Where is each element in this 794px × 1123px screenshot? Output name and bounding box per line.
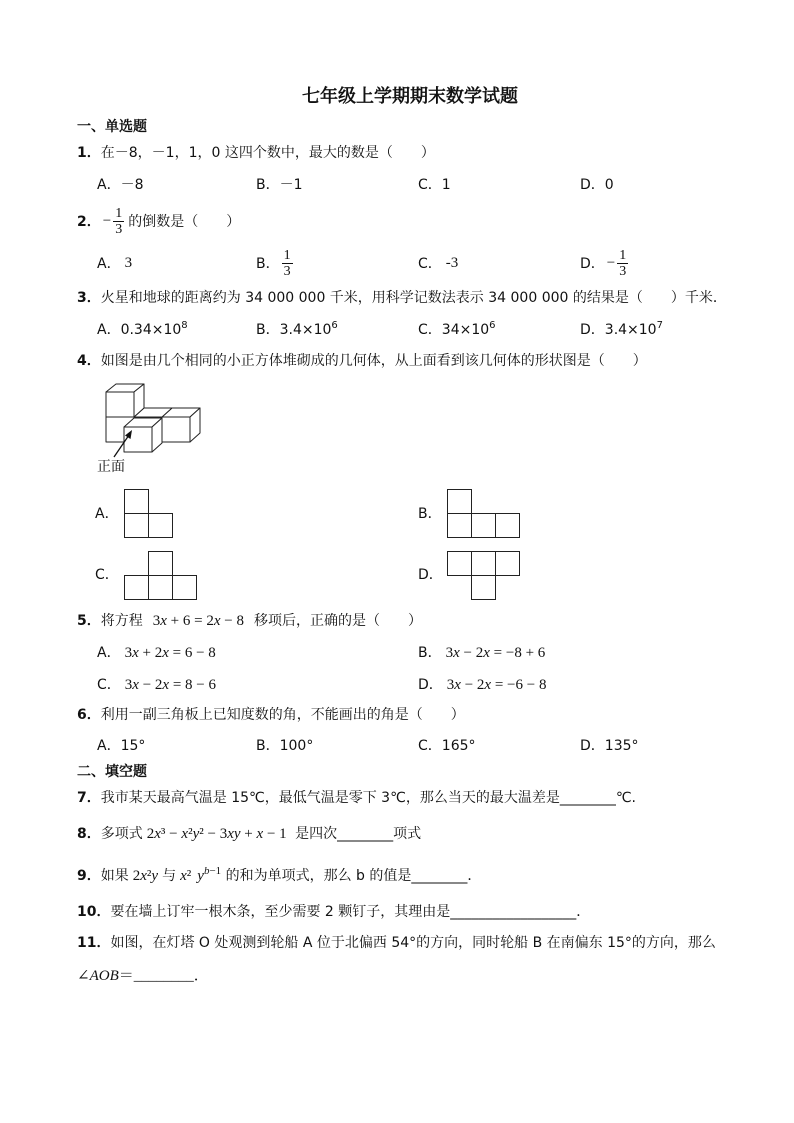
question-text: 要在墙上订牢一根木条，至少需要 2 颗钉子，其理由是__________________． bbox=[110, 904, 591, 920]
option-b-label: B． bbox=[418, 506, 442, 522]
question-10 bbox=[77, 902, 590, 922]
question-9: 9．如果 2x²y 与 x² $y^{b-1}$ 的和为单项式，那么 b 的值是________． bbox=[77, 865, 482, 884]
option-a: A．－8 bbox=[97, 177, 144, 193]
question-number: 10． bbox=[77, 904, 111, 920]
option-a: A． 3 bbox=[97, 254, 133, 272]
question-5-options-row-2 bbox=[0, 675, 794, 695]
top-view-square bbox=[148, 575, 173, 600]
section-heading-fill: 二、填空题 bbox=[77, 764, 147, 780]
front-view-label: 正面 bbox=[97, 459, 125, 475]
option-d: D． − $\frac{1}{3}$ bbox=[580, 247, 627, 279]
question-number: 6． bbox=[77, 707, 101, 723]
cube-stack-figure bbox=[95, 378, 210, 463]
top-view-square bbox=[124, 513, 149, 538]
question-number: 2． bbox=[77, 214, 101, 230]
top-view-square bbox=[495, 551, 520, 576]
page-title: 七年级上学期期末数学试题 bbox=[302, 86, 518, 107]
question-text: 的倒数是（ ） bbox=[128, 214, 241, 230]
question-text: 我市某天最高气温是 15℃，最低气温是零下 3℃，那么当天的最大温差是________℃. bbox=[100, 790, 636, 806]
option-b: B． $\frac{1}{3}$ bbox=[256, 247, 291, 279]
exponent: b−1 bbox=[203, 865, 222, 877]
question-1-options bbox=[0, 175, 794, 195]
top-view-square bbox=[471, 575, 496, 600]
question-11 bbox=[77, 933, 716, 953]
option-d: D．135° bbox=[580, 738, 639, 754]
option-b: B． 3x − 2x = −8 + 6 bbox=[418, 645, 546, 661]
top-view-square bbox=[148, 551, 173, 576]
cube-face bbox=[106, 392, 134, 417]
question-7 bbox=[77, 788, 636, 808]
top-view-square bbox=[447, 489, 472, 514]
monomial-2-x: x² bbox=[180, 868, 192, 884]
option-a: A．$0.34\times 10^8$ bbox=[97, 320, 188, 338]
top-view-square bbox=[471, 551, 496, 576]
monomial-1: 2x²y bbox=[132, 868, 159, 884]
top-view-square bbox=[471, 513, 496, 538]
option-c: C． 3x − 2x = 8 − 6 bbox=[97, 677, 217, 693]
top-view-square bbox=[148, 513, 173, 538]
fraction: $\frac{1}{3}$ bbox=[283, 247, 291, 279]
option-b: B．100° bbox=[256, 738, 314, 754]
minus-sign: − bbox=[102, 212, 112, 229]
cube-face bbox=[162, 417, 190, 442]
top-view-square bbox=[447, 513, 472, 538]
top-view-square bbox=[124, 489, 149, 514]
fraction: $\frac{1}{3}$ bbox=[619, 247, 627, 279]
option-a-label: A． bbox=[95, 506, 119, 522]
question-6 bbox=[77, 705, 465, 725]
equation: 3x + 6 = 2x − 8 bbox=[152, 613, 244, 629]
option-b: B．－1 bbox=[256, 177, 303, 193]
option-b: B．$3.4\times 10^6$ bbox=[256, 320, 338, 338]
top-view-square bbox=[447, 551, 472, 576]
question-number: 9． bbox=[77, 868, 101, 884]
top-view-square bbox=[124, 575, 149, 600]
option-d: D．0 bbox=[580, 177, 614, 193]
question-number: 4． bbox=[77, 353, 101, 369]
question-number: 7． bbox=[77, 790, 101, 806]
question-1 bbox=[77, 143, 435, 163]
question-5: 5．将方程 3x + 6 = 2x − 8 移项后，正确的是（ ） bbox=[77, 613, 422, 629]
question-2 bbox=[77, 204, 240, 238]
question-11-line-2 bbox=[77, 966, 209, 986]
question-6-options bbox=[0, 736, 794, 756]
option-c-label: C． bbox=[95, 567, 119, 583]
question-text: 如图，在灯塔 O 处观测到轮船 A 位于北偏西 54°的方向，同时轮船 B 在南偏东 15°的方向，那么 bbox=[110, 935, 716, 951]
question-text: 如图是由几个相同的小正方体堆砌成的几何体，从上面看到该几何体的形状图是（ ） bbox=[100, 353, 647, 369]
question-3 bbox=[77, 288, 727, 308]
question-text: 利用一副三角板上已知度数的角，不能画出的角是（ ） bbox=[100, 707, 465, 723]
option-c: C． -3 bbox=[418, 254, 459, 272]
polynomial: 2x³ − x²y² − 3xy + x − 1 bbox=[146, 826, 287, 842]
monomial-2-y: y bbox=[197, 868, 204, 884]
cube-face bbox=[124, 427, 152, 452]
question-text: 在－8，－1，1，0 这四个数中，最大的数是（ ） bbox=[100, 145, 435, 161]
option-a: A． 3x + 2x = 6 − 8 bbox=[97, 645, 216, 661]
question-8: 8．多项式 2x³ − x²y² − 3xy + x − 1 是四次________项式 bbox=[77, 826, 422, 842]
option-d: D． 3x − 2x = −6 − 8 bbox=[418, 677, 547, 693]
section-heading-choice: 一、单选题 bbox=[77, 119, 147, 135]
top-view-square bbox=[172, 575, 197, 600]
question-2-options bbox=[0, 246, 794, 280]
question-number: 5． bbox=[77, 613, 101, 629]
angle-answer: ∠AOB＝________． bbox=[77, 968, 209, 984]
option-c: C．$34\times 10^6$ bbox=[418, 320, 496, 338]
question-number: 1． bbox=[77, 145, 101, 161]
question-5-options-row-1 bbox=[0, 643, 794, 663]
fraction: $\frac{1}{3}$ bbox=[115, 205, 123, 237]
option-d: D．$3.4\times 10^7$ bbox=[580, 320, 663, 338]
top-view-square bbox=[495, 513, 520, 538]
option-c: C．1 bbox=[418, 177, 451, 193]
question-number: 3． bbox=[77, 290, 101, 306]
option-a: A．15° bbox=[97, 738, 146, 754]
question-number: 8． bbox=[77, 826, 101, 842]
question-4 bbox=[77, 351, 647, 371]
question-3-options bbox=[0, 320, 794, 340]
option-d-label: D． bbox=[418, 567, 443, 583]
question-text: 火星和地球的距离约为 34 000 000 千米，用科学记数法表示 34 000 000 的结果是（ ）千米． bbox=[100, 290, 727, 306]
question-number: 11． bbox=[77, 935, 111, 951]
option-c: C．165° bbox=[418, 738, 476, 754]
